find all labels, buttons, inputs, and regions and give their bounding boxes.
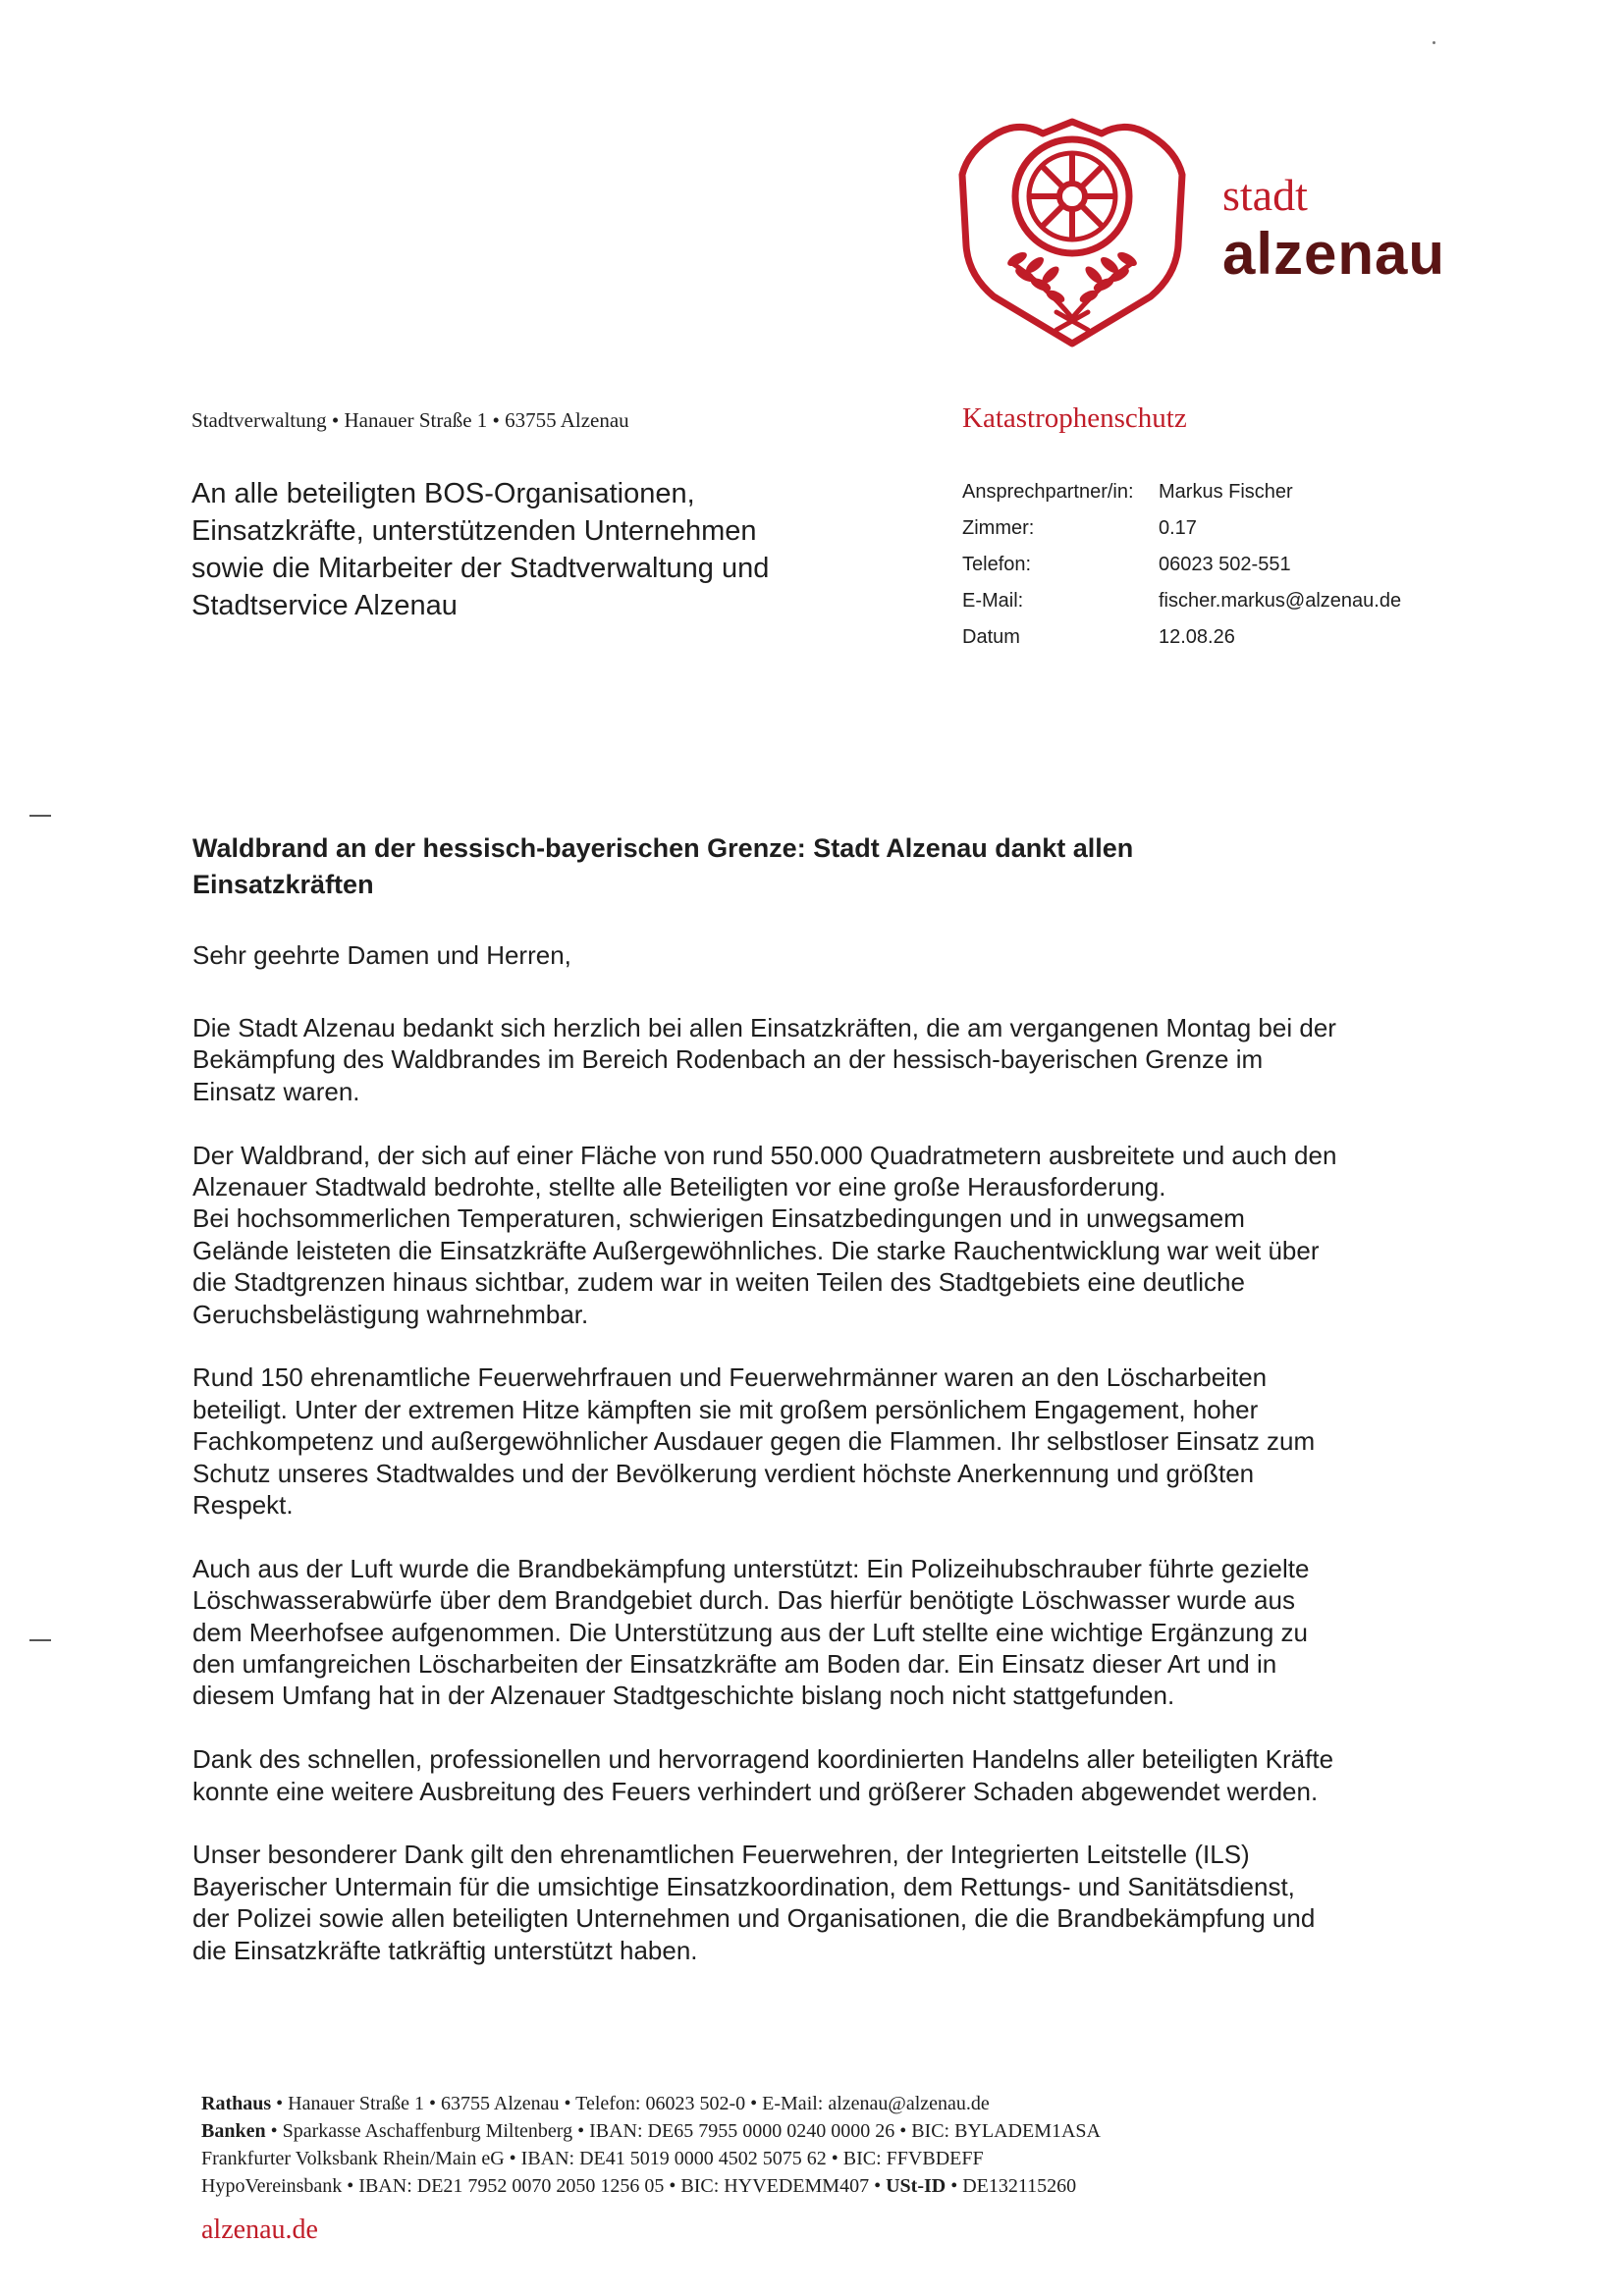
body-line: Rund 150 ehrenamtliche Feuerwehrfrauen und Feuerwehrmänner waren an den Löscharbeiten — [192, 1362, 1268, 1393]
footer-label: USt-ID — [886, 2175, 947, 2197]
recipient-line: sowie die Mitarbeiter der Stadtverwaltung und — [191, 553, 770, 584]
contact-row — [962, 481, 1401, 517]
paragraph — [192, 1553, 1439, 1712]
body-line: Auch aus der Luft wurde die Brandbekämpfung unterstützt: Ein Polizeihubschrauber führte gezielte — [192, 1553, 1310, 1583]
body-line: beteiligt. Unter der extremen Hitze kämpften sie mit großem persönlichem Engagement, hoher — [192, 1394, 1259, 1424]
contact-row — [962, 517, 1401, 554]
recipient-address — [191, 475, 869, 624]
paragraph — [192, 1362, 1439, 1521]
letter-subject — [192, 830, 1430, 903]
footer-text: • Hanauer Straße 1 • 63755 Alzenau • Telefon: 06023 502-0 • E-Mail: alzenau@alzenau.de — [271, 2093, 990, 2114]
body-line: Geruchsbelästigung wahrnehmbar. — [192, 1299, 589, 1329]
contact-row — [962, 554, 1401, 590]
contact-email: fischer.markus@alzenau.de — [1159, 590, 1402, 612]
body-line: diesem Umfang hat in der Alzenauer Stadtgeschichte bislang noch nicht stattgefunden. — [192, 1681, 1175, 1711]
footer-text: • Sparkasse Aschaffenburg Miltenberg • IBAN: DE65 7955 0000 0240 0000 26 • BIC: BYLADEM1ASA — [265, 2120, 1101, 2142]
body-line: Bayerischer Untermain für die umsichtige Einsatzkoordination, dem Rettungs- und Sanitätsdienst, — [192, 1871, 1295, 1901]
body-line: Der Waldbrand, der sich auf einer Fläche von rund 550.000 Quadratmetern ausbreitete und auch den — [192, 1140, 1337, 1170]
fold-mark — [29, 1639, 51, 1641]
letter-date: 12.08.26 — [1159, 626, 1235, 648]
contact-label: Datum — [962, 626, 1020, 648]
footer-banken — [201, 2117, 1101, 2145]
body-line: die Einsatzkräfte tatkräftig unterstützt haben. — [192, 1935, 698, 1965]
footer-text: HypoVereinsbank • IBAN: DE21 7952 0070 2050 1256 05 • BIC: HYVEDEMM407 • — [201, 2175, 887, 2197]
contact-label: Telefon: — [962, 554, 1032, 575]
body-line: Alzenauer Stadtwald bedrohte, stellte alle Beteiligten vor eine große Herausforderung. — [192, 1172, 1166, 1202]
fold-mark — [29, 815, 51, 817]
contact-label: Zimmer: — [962, 517, 1035, 539]
subject-line: Waldbrand an der hessisch-bayerischen Grenze: Stadt Alzenau dankt allen — [192, 833, 1134, 863]
letter-footer — [201, 2090, 1101, 2200]
footer-label: Rathaus — [201, 2093, 272, 2114]
paragraph — [192, 1012, 1439, 1107]
body-line: dem Meerhofsee aufgenommen. Die Unterstützung aus der Luft stellte eine wichtige Ergänzung zu — [192, 1617, 1308, 1647]
paragraph — [192, 1839, 1439, 1966]
body-line: Schutz unseres Stadtwaldes und der Bevölkerung verdient höchste Anerkennung und größten — [192, 1458, 1255, 1488]
paragraph — [192, 1743, 1439, 1807]
subject-line: Einsatzkräften — [192, 870, 374, 899]
recipient-line: Einsatzkräfte, unterstützenden Unternehmen — [191, 515, 757, 547]
footer-text: • DE132115260 — [946, 2175, 1077, 2197]
footer-text: Frankfurter Volksbank Rhein/Main eG • IBAN: DE41 5019 0000 4502 5075 62 • BIC: FFVBDEFF — [201, 2148, 984, 2169]
recipient-line: Stadtservice Alzenau — [191, 590, 458, 621]
logo-text-alzenau: alzenau — [1222, 221, 1446, 287]
contact-row — [962, 626, 1401, 663]
salutation: Sehr geehrte Damen und Herren, — [192, 940, 571, 970]
paragraph — [192, 1140, 1439, 1330]
body-line: konnte eine weitere Ausbreitung des Feuers verhindert und größerer Schaden abgewendet werden. — [192, 1776, 1319, 1806]
body-line: Unser besonderer Dank gilt den ehrenamtlichen Feuerwehren, der Integrierten Leitstelle (ILS) — [192, 1840, 1250, 1870]
department-name: Katastrophenschutz — [962, 402, 1187, 434]
footer-hypo — [201, 2172, 1101, 2200]
body-line: Die Stadt Alzenau bedankt sich herzlich bei allen Einsatzkräften, die am vergangenen Montag bei der — [192, 1013, 1336, 1042]
body-line: Dank des schnellen, professionellen und hervorragend koordinierten Handelns aller beteiligten Kräfte — [192, 1744, 1334, 1775]
contact-block — [962, 481, 1401, 663]
city-crest-wheel-laurel-icon — [954, 116, 1190, 349]
contact-value: 06023 502-551 — [1159, 554, 1291, 575]
body-line: Bekämpfung des Waldbrandes im Bereich Rodenbach an der hessisch-bayerischen Grenze im — [192, 1044, 1264, 1075]
letter-body — [192, 1012, 1439, 1999]
contact-label: E-Mail: — [962, 590, 1024, 612]
body-line: der Polizei sowie allen beteiligten Unternehmen und Organisationen, die die Brandbekämpfung und — [192, 1903, 1316, 1934]
body-line: Respekt. — [192, 1490, 294, 1521]
body-line: die Stadtgrenzen hinaus sichtbar, zudem war in weiten Teilen des Stadtgebiets eine deutliche — [192, 1267, 1245, 1298]
contact-value: Markus Fischer — [1159, 481, 1293, 503]
footer-website-link[interactable]: alzenau.de — [201, 2215, 318, 2245]
body-line: Fachkompetenz und außergewöhnlicher Ausdauer gegen die Flammen. Ihr selbstloser Einsatz zum — [192, 1426, 1316, 1457]
contact-label: Ansprechpartner/in: — [962, 481, 1134, 503]
body-line: Einsatz waren. — [192, 1076, 360, 1106]
footer-label: Banken — [201, 2120, 266, 2142]
footer-rathaus — [201, 2090, 1101, 2117]
body-line: Bei hochsommerlichen Temperaturen, schwierigen Einsatzbedingungen und in unwegsamem — [192, 1203, 1245, 1234]
body-line: den umfangreichen Löscharbeiten der Einsatzkräfte am Boden dar. Ein Einsatz dieser Art und in — [192, 1649, 1277, 1680]
body-line: Löschwasserabwürfe über dem Brandgebiet durch. Das hierfür benötigte Löschwasser wurde aus — [192, 1585, 1295, 1616]
body-line: Gelände leisteten die Einsatzkräfte Außergewöhnliches. Die starke Rauchentwicklung war weit über — [192, 1235, 1320, 1265]
logo-text-stadt: stadt — [1222, 170, 1308, 220]
contact-value: 0.17 — [1159, 517, 1197, 539]
scan-speck — [1433, 41, 1435, 44]
sender-address-line: Stadtverwaltung • Hanauer Straße 1 • 63755 Alzenau — [191, 408, 629, 432]
recipient-line: An alle beteiligten BOS-Organisationen, — [191, 478, 695, 509]
contact-row — [962, 590, 1401, 626]
